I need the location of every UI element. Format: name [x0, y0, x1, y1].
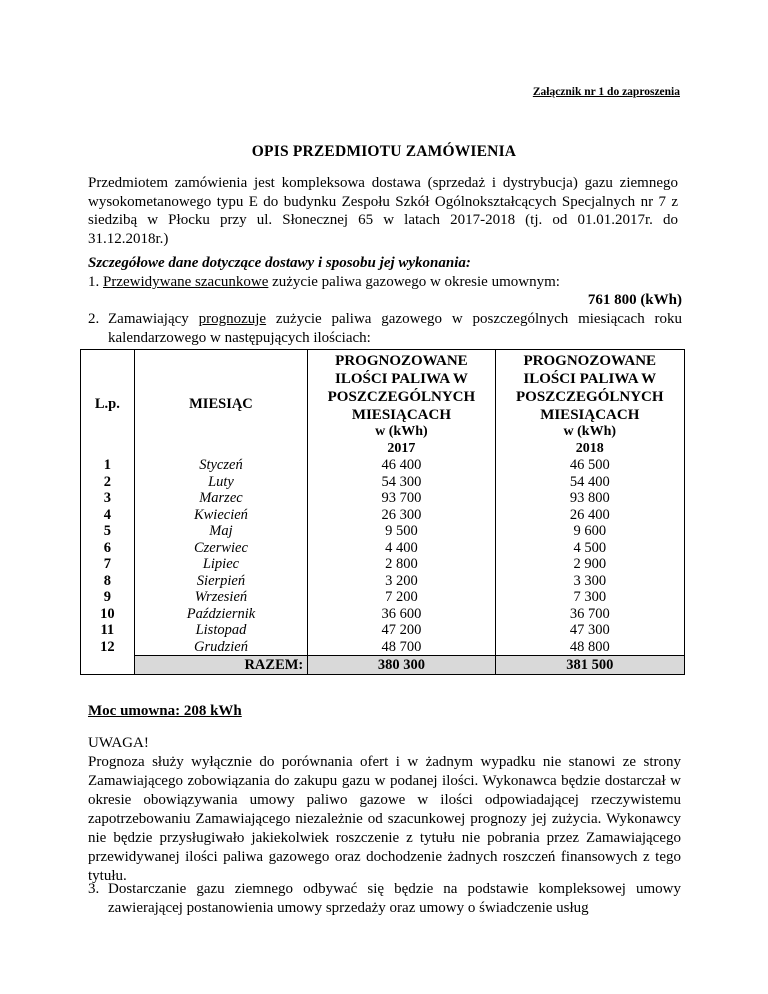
row-value-2017: 54 300	[308, 474, 495, 491]
total-2017: 380 300	[308, 656, 495, 675]
row-value-2018: 54 400	[495, 474, 684, 491]
table-row	[81, 457, 685, 474]
list-item-2-underlined: prognozuje	[198, 311, 267, 327]
table-row	[81, 556, 685, 573]
row-month: Wrzesień	[134, 589, 308, 606]
list-item-3	[88, 880, 681, 918]
details-heading: Szczegółowe dane dotyczące dostawy i sposobu jej wykonania:	[88, 255, 471, 271]
list-item-3-text: Dostarczanie gazu ziemnego odbywać się będzie na podstawie kompleksowej umowy zawierającej postanowienia umowy sprzedaży oraz umowy o świadczenie usług	[108, 881, 681, 916]
total-2018: 381 500	[495, 656, 684, 675]
header-forecast-2018-title: PROGNOZOWANE ILOŚCI PALIWA W POSZCZEGÓLNYCH MIESIĄCACH	[516, 353, 664, 423]
warning-title: UWAGA!	[88, 735, 149, 751]
row-value-2018: 7 300	[495, 589, 684, 606]
list-item-1-text: zużycie paliwa gazowego w okresie umownym:	[268, 274, 560, 290]
row-value-2018: 9 600	[495, 523, 684, 540]
warning-text: Prognoza służy wyłącznie do porównania ofert i w żadnym wypadku nie stanowi ze strony Zamawiającego zobowiązania do zakupu gazu w podanej ilości. Wykonawca będzie dostarczał w okresie obowiązywania umowy paliwo gazowe w ilości odpowiadającej rzeczywistemu zapotrzebowaniu Zamawiającego niezależnie od szacunkowej prognozy jej zużycia. Wykonawcy nie będzie przysługiwało jakiekolwiek roszczenie z tytułu nie pobrania przez Zamawiającego przewidywanej ilości paliwa gazowego oraz dochodzenie żadnych roszczeń finansowych z tego tytułu.	[88, 754, 681, 884]
row-lp: 3	[81, 490, 135, 507]
row-value-2017: 9 500	[308, 523, 495, 540]
row-value-2018: 4 500	[495, 540, 684, 557]
row-value-2017: 47 200	[308, 622, 495, 639]
row-value-2017: 4 400	[308, 540, 495, 557]
row-value-2017: 36 600	[308, 606, 495, 623]
table-row	[81, 639, 685, 656]
row-value-2018: 47 300	[495, 622, 684, 639]
header-forecast-2018-unit: w (kWh)	[563, 424, 617, 439]
table-row	[81, 474, 685, 491]
total-blank-cell	[81, 656, 135, 675]
row-lp: 10	[81, 606, 135, 623]
table-row	[81, 540, 685, 557]
row-month: Styczeń	[134, 457, 308, 474]
row-lp: 6	[81, 540, 135, 557]
header-forecast-2018	[495, 350, 684, 458]
table-row	[81, 589, 685, 606]
header-forecast-2017-year: 2017	[387, 440, 416, 456]
list-item-1-underlined: Przewidywane szacunkowe	[103, 274, 269, 290]
row-lp: 8	[81, 573, 135, 590]
list-item-2-text-end: zużycie paliwa gazowego w poszczególnych miesiącach roku kalendarzowego w następujących ilościach:	[108, 311, 682, 346]
row-value-2018: 93 800	[495, 490, 684, 507]
header-forecast-2017	[308, 350, 495, 458]
table-row	[81, 507, 685, 524]
row-lp: 4	[81, 507, 135, 524]
list-item-2-number: 2.	[88, 311, 100, 327]
table-row	[81, 573, 685, 590]
row-lp: 5	[81, 523, 135, 540]
table-header-row	[81, 350, 685, 458]
row-lp: 1	[81, 457, 135, 474]
row-value-2018: 48 800	[495, 639, 684, 656]
row-value-2018: 46 500	[495, 457, 684, 474]
row-lp: 7	[81, 556, 135, 573]
row-month: Sierpień	[134, 573, 308, 590]
table-row	[81, 622, 685, 639]
header-forecast-2017-title: PROGNOZOWANE ILOŚCI PALIWA W POSZCZEGÓLNYCH MIESIĄCACH	[327, 353, 476, 423]
row-value-2017: 48 700	[308, 639, 495, 656]
table-row	[81, 606, 685, 623]
row-month: Maj	[134, 523, 308, 540]
table-body	[81, 457, 685, 656]
row-month: Grudzień	[134, 639, 308, 656]
row-value-2018: 3 300	[495, 573, 684, 590]
row-month: Czerwiec	[134, 540, 308, 557]
row-month: Lipiec	[134, 556, 308, 573]
row-lp: 9	[81, 589, 135, 606]
row-value-2017: 7 200	[308, 589, 495, 606]
page-title: OPIS PRZEDMIOTU ZAMÓWIENIA	[251, 143, 517, 160]
total-label: RAZEM:	[134, 656, 308, 675]
row-value-2018: 26 400	[495, 507, 684, 524]
row-lp: 12	[81, 639, 135, 656]
row-month: Marzec	[134, 490, 308, 507]
contracted-power: Moc umowna: 208 kWh	[88, 703, 242, 719]
estimated-total-consumption: 761 800 (kWh)	[587, 292, 682, 308]
table-row	[81, 490, 685, 507]
row-lp: 2	[81, 474, 135, 491]
row-value-2017: 3 200	[308, 573, 495, 590]
row-value-2017: 26 300	[308, 507, 495, 524]
header-month: MIESIĄC	[134, 350, 308, 458]
list-item-2-text-start: Zamawiający	[108, 311, 199, 327]
row-value-2017: 2 800	[308, 556, 495, 573]
row-value-2018: 2 900	[495, 556, 684, 573]
table-row	[81, 523, 685, 540]
list-item-2	[88, 310, 682, 347]
forecast-table	[80, 349, 685, 675]
row-value-2018: 36 700	[495, 606, 684, 623]
row-month: Kwiecień	[134, 507, 308, 524]
list-item-1-number: 1.	[88, 274, 100, 290]
table-total-row	[81, 656, 685, 675]
list-item-1	[88, 273, 682, 292]
header-lp: L.p.	[81, 350, 135, 458]
header-forecast-2017-unit: w (kWh)	[375, 424, 428, 439]
row-month: Październik	[134, 606, 308, 623]
row-month: Luty	[134, 474, 308, 491]
row-value-2017: 93 700	[308, 490, 495, 507]
header-forecast-2018-year: 2018	[575, 440, 604, 456]
row-value-2017: 46 400	[308, 457, 495, 474]
list-item-3-number: 3.	[88, 881, 100, 897]
attachment-label: Załącznik nr 1 do zaproszenia	[532, 86, 680, 98]
row-month: Listopad	[134, 622, 308, 639]
intro-paragraph: Przedmiotem zamówienia jest kompleksowa dostawa (sprzedaż i dystrybucja) gazu ziemnego wysokometanowego typu E do budynku Zespołu Szkół Ogólnokształcących Specjalnych nr 7 z siedzibą w Płocku przy ul. Słonecznej 65 w latach 2017-2018 (tj. od 01.01.2017r. do 31.12.2018r.)	[88, 175, 678, 247]
row-lp: 11	[81, 622, 135, 639]
